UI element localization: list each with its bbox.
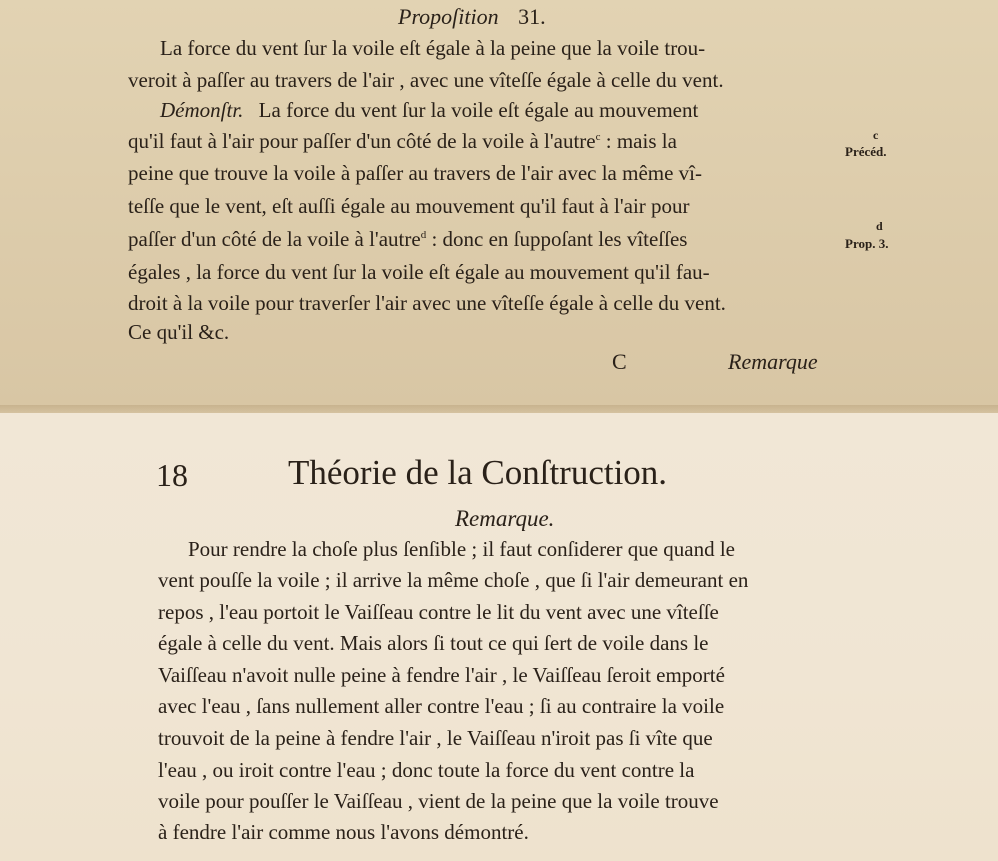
demonstration-line-5: paſſer d'un côté de la voile à l'autre$^d$ : donc en ſuppoſant les vîteſſes (128, 227, 688, 251)
statement-line-2: veroit à paſſer au travers de l'air , avec une vîteſſe égale à celle du vent. (128, 68, 724, 92)
demonstration-line-7: droit à la voile pour traverſer l'air avec une vîteſſe égale à celle du vent. (128, 291, 726, 315)
demonstration-line-8: Ce qu'il &c. (128, 320, 230, 344)
body-line-6: avec l'eau , ſans nullement aller contre l'eau ; ſi au contraire la voile (158, 694, 725, 718)
margin-note-d-letter: d (876, 219, 883, 233)
proposition-heading (398, 4, 546, 30)
statement-line-1: La force du vent ſur la voile eſt égale à la peine que la voile trou- (160, 36, 706, 60)
signature-mark: C (612, 349, 627, 374)
section-title: Remarque. (455, 506, 555, 531)
demonstration-line-2: qu'il faut à l'air pour paſſer d'un côté de la voile à l'autre$^c$ : mais la (128, 129, 677, 153)
catchword: Remarque (728, 349, 818, 374)
demonstration-line-6: égales , la force du vent ſur la voile eſt égale au mouvement qu'il fau- (128, 260, 710, 284)
body-line-4: égale à celle du vent. Mais alors ſi tout ce qui ſert de voile dans le (158, 631, 709, 655)
demonstration-text-1: La force du vent ſur la voile eſt égale au mouvement (258, 98, 699, 122)
body-line-1: Pour rendre la choſe plus ſenſible ; il faut conſiderer que quand le (188, 537, 735, 561)
demonstration-line-1 (160, 100, 698, 121)
note-ref-c: c (595, 131, 601, 143)
proposition-number: 31. (518, 4, 546, 29)
body-line-3: repos , l'eau portoit le Vaiſſeau contre le lit du vent avec une vîteſſe (158, 600, 719, 624)
demonstration-line-4: teſſe que le vent, eſt auſſi égale au mouvement qu'il faut à l'air pour (128, 194, 690, 218)
proposition-title: Propoſition (398, 4, 499, 29)
margin-note-c: Précéd. (845, 144, 887, 159)
body-line-9: voile pour pouſſer le Vaiſſeau , vient de la peine que la voile trouve (158, 789, 719, 813)
margin-note-c-letter: c (873, 128, 879, 142)
demonstration-label: Démonſtr. (160, 98, 244, 122)
demonstration-line-3: peine que trouve la voile à paſſer au travers de l'air avec la même vî- (128, 161, 703, 185)
body-line-5: Vaiſſeau n'avoit nulle peine à fendre l'air , le Vaiſſeau ſeroit emporté (158, 663, 725, 687)
body-line-10: à fendre l'air comme nous l'avons démontré. (158, 820, 529, 844)
running-title: Théorie de la Conſtruction. (288, 453, 668, 492)
body-line-7: trouvoit de la peine à fendre l'air , le Vaiſſeau n'iroit pas ſi vîte que (158, 726, 713, 750)
top-page (0, 0, 998, 413)
page-number: 18 (156, 457, 188, 493)
body-line-2: vent pouſſe la voile ; il arrive la même choſe , que ſi l'air demeurant en (158, 568, 749, 592)
bottom-page (0, 413, 998, 861)
margin-note-d: Prop. 3. (845, 236, 889, 251)
body-line-8: l'eau , ou iroit contre l'eau ; donc toute la force du vent contre la (158, 758, 695, 782)
note-ref-d: d (420, 229, 427, 241)
